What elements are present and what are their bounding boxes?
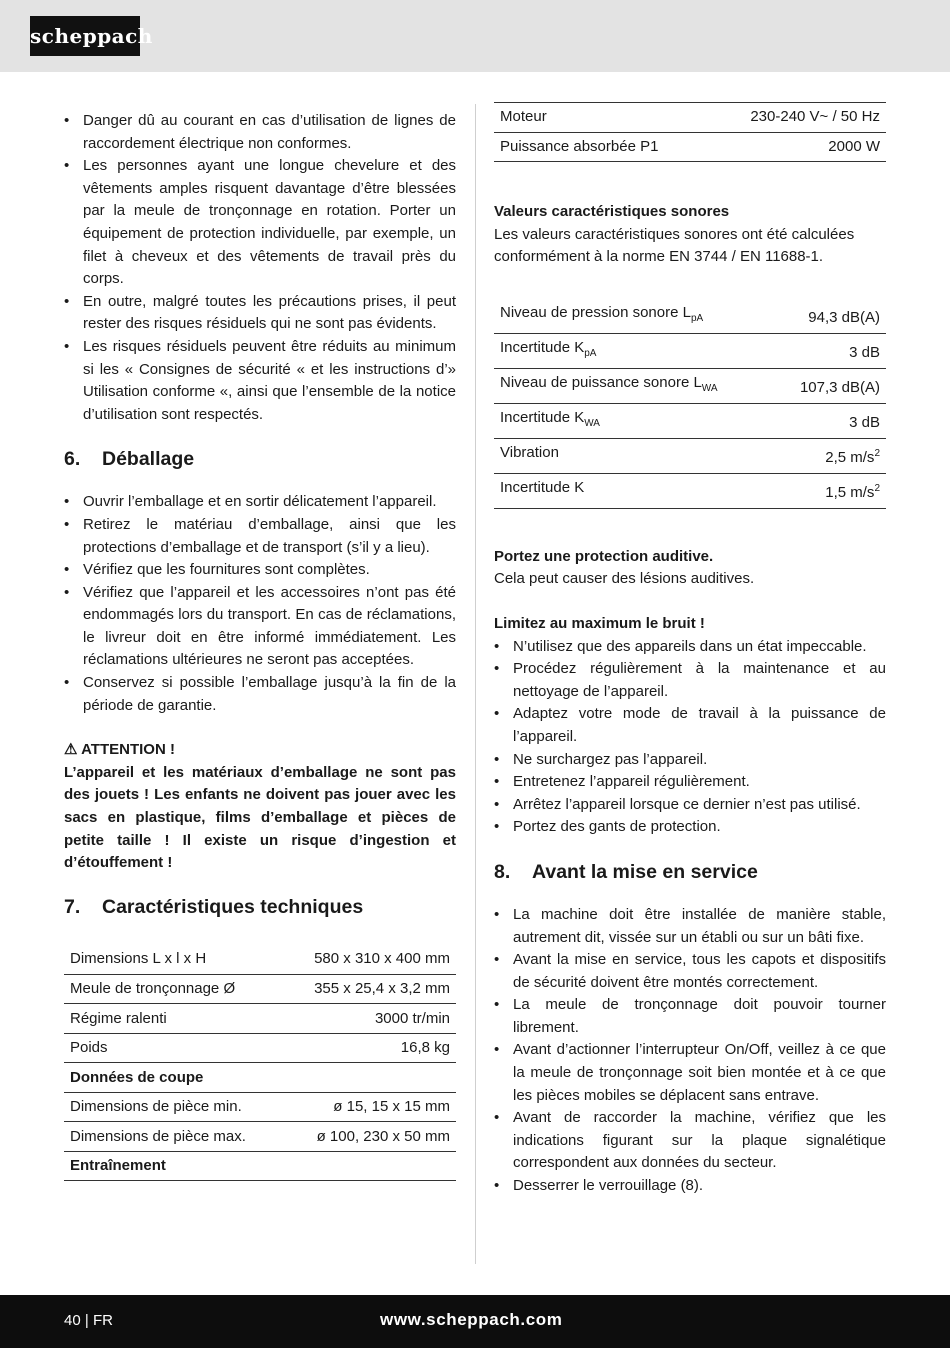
bullet-icon: • xyxy=(64,112,70,129)
table-row: Vibration 2,5 $m/s^2$ xyxy=(494,438,886,473)
list-item: • Danger dû au courant en cas d’utilisation de lignes de raccordement électrique non conformes. xyxy=(64,112,456,152)
table-row: Niveau de puissance sonore $L_{WA}$ 107,3 dB(A) xyxy=(494,368,886,403)
before-use-bullet-list xyxy=(494,904,886,1198)
table-row: Meule de tronçonnage Ø 355 x 25,4 x 3,2 mm xyxy=(64,974,456,1004)
list-item: • N’utilisez que des appareils dans un état impeccable. xyxy=(494,636,886,659)
noise-limit-title: Limitez au maximum le bruit ! xyxy=(494,614,705,632)
bullet-icon: • xyxy=(64,674,70,692)
warning-icon: ⚠ xyxy=(64,741,78,759)
motor-table xyxy=(494,102,886,162)
list-item: • La meule de tronçonnage doit pouvoir tourner librement. xyxy=(494,996,886,1036)
table-row: Dimensions de pièce max. ø 100, 230 x 50 mm xyxy=(64,1122,456,1152)
list-item: • Entretenez l’appareil régulièrement. xyxy=(494,771,886,794)
list-item: • Conservez si possible l’emballage jusqu’à la fin de la période de garantie. xyxy=(64,674,456,714)
bullet-icon: • xyxy=(494,818,500,836)
bullet-icon: • xyxy=(64,561,70,579)
table-row: Incertitude K 1,5 $m/s^2$ xyxy=(494,473,886,508)
intro-bullet-list xyxy=(64,110,456,426)
bullet-icon: • xyxy=(494,951,500,969)
noise-bullet-list xyxy=(494,636,886,839)
list-item: • En outre, malgré toutes les précautions prises, il peut rester des risques résiduels qui ne sont pas évidents. xyxy=(64,292,456,333)
list-item: • Adaptez votre mode de travail à la puissance de l’appareil. xyxy=(494,705,886,745)
bullet-icon: • xyxy=(64,583,70,601)
hearing-protection-title: Portez une protection auditive. xyxy=(494,547,714,565)
bullet-icon: • xyxy=(494,996,500,1014)
section-number: 7. xyxy=(64,895,81,918)
technical-specs-table xyxy=(64,945,456,1182)
section-title: Avant la mise en service xyxy=(532,860,758,883)
list-item: • La machine doit être installée de manière stable, autrement dit, vissée sur un établi ou sur un bâti fixe. xyxy=(494,905,886,946)
table-row: Incertitude $K_{WA}$ 3 dB xyxy=(494,403,886,438)
bullet-icon: • xyxy=(64,337,70,355)
list-item: • Avant d’actionner l’interrupteur On/Off, veillez à ce que la meule de tronçonnage soit bien montée et à ce que les pièces mobiles se déplacent sans entrave. xyxy=(494,1041,886,1104)
bullet-icon: • xyxy=(64,493,70,511)
table-row: Dimensions de pièce min. ø 15, 15 x 15 mm xyxy=(64,1092,456,1122)
website-link[interactable]: www.scheppach.com xyxy=(380,1310,563,1329)
sound-values-block xyxy=(494,201,886,269)
page-number: 40 xyxy=(64,1312,81,1329)
bullet-icon: • xyxy=(494,705,500,723)
warning-block xyxy=(64,739,456,875)
hearing-protection-block xyxy=(494,546,886,591)
list-item: • Ne surchargez pas l’appareil. xyxy=(494,749,886,772)
bullet-icon: • xyxy=(494,795,500,813)
hearing-protection-text: Cela peut causer des lésions auditives. xyxy=(494,570,755,588)
left-column xyxy=(64,110,456,1181)
warning-text: L’appareil et les matériaux d’emballage ne sont pas des jouets ! Les enfants ne doivent pas jouer avec les sacs en plastique, films d’emballage et pièces de petite taille ! Il existe un risque d’ingestion et d’étouffement ! xyxy=(64,763,456,872)
page-header xyxy=(0,0,950,72)
section-title: Caractéristiques techniques xyxy=(102,895,364,918)
section-number: 6. xyxy=(64,448,81,471)
language-code: FR xyxy=(92,1312,113,1329)
separator: | xyxy=(84,1312,89,1329)
list-item: • Avant de raccorder la machine, vérifiez que les indications figurant sur la plaque signalétique correspondent aux données du secteur. xyxy=(494,1109,886,1172)
bullet-icon: • xyxy=(494,637,500,655)
bullet-icon: • xyxy=(494,1177,500,1195)
list-item: • Vérifiez que les fournitures sont complètes. xyxy=(64,559,456,582)
bullet-icon: • xyxy=(64,157,70,175)
sound-values-text: Les valeurs caractéristiques sonores ont été calculées conformément à la norme EN 3744 / EN 11688-1. xyxy=(494,225,855,266)
bullet-icon: • xyxy=(494,750,500,768)
table-row: Poids 16,8 kg xyxy=(64,1033,456,1063)
column-divider xyxy=(475,104,476,1264)
list-item: • Retirez le matériau d’emballage, ainsi que les protections d’emballage et de transport (s’il y a lieu). xyxy=(64,515,456,556)
list-item: • Procédez régulièrement à la maintenance et au nettoyage de l’appareil. xyxy=(494,660,886,700)
bullet-icon: • xyxy=(64,292,70,310)
bullet-icon: • xyxy=(494,660,500,678)
list-item: • Les risques résiduels peuvent être réduits au minimum si les « Consignes de sécurité « et les instructions d’» Utilisation conforme «, ainsi que l’ensemble de la notice d’utilisation sont respectés. xyxy=(64,337,456,423)
table-row: Incertitude $K_{pA}$ 3 dB xyxy=(494,333,886,368)
bullet-icon: • xyxy=(494,905,500,923)
table-row-heading: Entraînement xyxy=(64,1151,456,1181)
section-title: Déballage xyxy=(102,448,195,471)
table-row: Niveau de pression sonore $L_{pA}$ 94,3 dB(A) xyxy=(494,299,886,334)
noise-limit-block xyxy=(494,613,886,839)
list-item: • Vérifiez que l’appareil et les accessoires n’ont pas été endommagés lors du transport. En cas de réclamations, le livreur doit en être informé immédiatement. Les réclamations ultérieures ne seront pas acceptées. xyxy=(64,583,456,669)
unpacking-bullet-list xyxy=(64,491,456,717)
bullet-icon: • xyxy=(494,1041,500,1059)
table-row-heading: Données de coupe xyxy=(64,1063,456,1093)
section-6-heading xyxy=(64,445,456,473)
table-row: Moteur 230-240 V~ / 50 Hz xyxy=(494,103,886,133)
list-item: • Arrêtez l’appareil lorsque ce dernier n’est pas utilisé. xyxy=(494,794,886,817)
scheppach-logo: scheppach xyxy=(30,16,140,56)
table-row: Régime ralenti 3000 tr/min xyxy=(64,1004,456,1034)
list-item: • Portez des gants de protection. xyxy=(494,816,886,839)
section-7-heading xyxy=(64,893,456,921)
table-row: Dimensions L x l x H 580 x 310 x 400 mm xyxy=(64,945,456,975)
list-item: • Les personnes ayant une longue chevelure et des vêtements amples risquent davantage d’être blessées par la meule de tronçonnage en rotation. Porter un équipement de protection individuelle, par exemple, un filet à cheveux et des vêtements de travail près du corps. xyxy=(64,157,456,288)
sound-values-title: Valeurs caractéristiques sonores xyxy=(494,203,730,220)
bullet-icon: • xyxy=(64,515,70,533)
right-column xyxy=(494,102,886,1198)
list-item: • Avant la mise en service, tous les capots et dispositifs de sécurité doivent être montés correctement. xyxy=(494,951,886,991)
section-number: 8. xyxy=(494,860,511,883)
page-number-label xyxy=(64,1310,113,1332)
section-8-heading xyxy=(494,858,886,886)
list-item: • Desserrer le verrouillage (8). xyxy=(494,1175,886,1198)
sound-values-table xyxy=(494,299,886,509)
page-footer xyxy=(0,1295,950,1348)
warning-title: ⚠ ATTENTION ! xyxy=(64,741,175,759)
list-item: • Ouvrir l’emballage et en sortir délicatement l’appareil. xyxy=(64,491,456,514)
bullet-icon: • xyxy=(494,1109,500,1127)
table-row: Puissance absorbée P1 2000 W xyxy=(494,132,886,162)
bullet-icon: • xyxy=(494,773,500,791)
